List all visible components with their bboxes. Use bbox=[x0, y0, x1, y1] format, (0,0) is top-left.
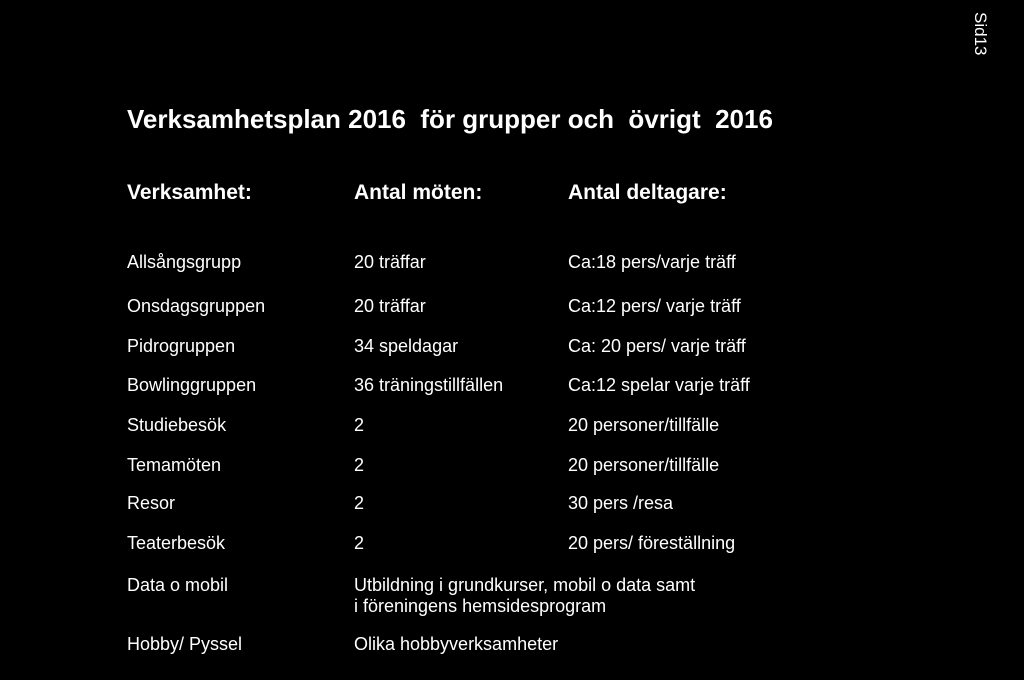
cell-verksamhet: Pidrogruppen bbox=[127, 336, 236, 356]
table-row bbox=[0, 296, 1024, 320]
cell-deltagare: Ca:12 spelar varje träff bbox=[568, 375, 750, 395]
cell-moten: 2 bbox=[354, 455, 365, 475]
cell-moten: 34 speldagar bbox=[354, 336, 459, 356]
cell-moten: 2 bbox=[354, 415, 365, 435]
table-row bbox=[0, 634, 1024, 658]
cell-moten: 2 bbox=[354, 493, 365, 513]
cell-deltagare: Ca:12 pers/ varje träff bbox=[568, 296, 741, 316]
cell-verksamhet: Data o mobil bbox=[127, 575, 229, 595]
table-row bbox=[0, 415, 1024, 439]
cell-deltagare: Ca: 20 pers/ varje träff bbox=[568, 336, 746, 356]
table-row bbox=[0, 455, 1024, 479]
header-antal-moten: Antal möten: bbox=[354, 181, 483, 204]
cell-deltagare: 20 personer/tillfälle bbox=[568, 415, 720, 435]
cell-moten: 2 bbox=[354, 533, 365, 553]
cell-verksamhet: Onsdagsgruppen bbox=[127, 296, 266, 316]
cell-moten: 36 träningstillfällen bbox=[354, 375, 504, 395]
cell-moten: 20 träffar bbox=[354, 252, 426, 272]
description-line: Utbildning i grundkurser, mobil o data samt bbox=[354, 575, 696, 595]
description-line: i föreningens hemsidesprogram bbox=[354, 596, 607, 616]
cell-verksamhet: Studiebesök bbox=[127, 415, 227, 435]
cell-deltagare: 20 pers/ föreställning bbox=[568, 533, 736, 553]
cell-deltagare: Ca:18 pers/varje träff bbox=[568, 252, 736, 272]
cell-verksamhet: Resor bbox=[127, 493, 176, 513]
cell-description bbox=[354, 634, 558, 655]
table-row bbox=[0, 493, 1024, 517]
page-title: Verksamhetsplan 2016 för grupper och övrigt 2016 bbox=[127, 104, 773, 134]
table-row bbox=[0, 575, 1024, 619]
table-row bbox=[0, 336, 1024, 360]
header-antal-deltagare: Antal deltagare: bbox=[568, 181, 727, 204]
table-row bbox=[0, 533, 1024, 557]
table-row bbox=[0, 252, 1024, 276]
cell-description bbox=[354, 575, 695, 617]
header-verksamhet: Verksamhet: bbox=[127, 181, 252, 204]
description-line: Olika hobbyverksamheter bbox=[354, 634, 559, 654]
cell-verksamhet: Bowlinggruppen bbox=[127, 375, 257, 395]
cell-verksamhet: Allsångsgrupp bbox=[127, 252, 242, 272]
cell-moten: 20 träffar bbox=[354, 296, 426, 316]
table-row bbox=[0, 375, 1024, 399]
cell-deltagare: 30 pers /resa bbox=[568, 493, 674, 513]
cell-deltagare: 20 personer/tillfälle bbox=[568, 455, 720, 475]
page-number: Sid13 bbox=[971, 12, 990, 56]
cell-verksamhet: Teaterbesök bbox=[127, 533, 226, 553]
cell-verksamhet: Temamöten bbox=[127, 455, 222, 475]
cell-verksamhet: Hobby/ Pyssel bbox=[127, 634, 243, 654]
